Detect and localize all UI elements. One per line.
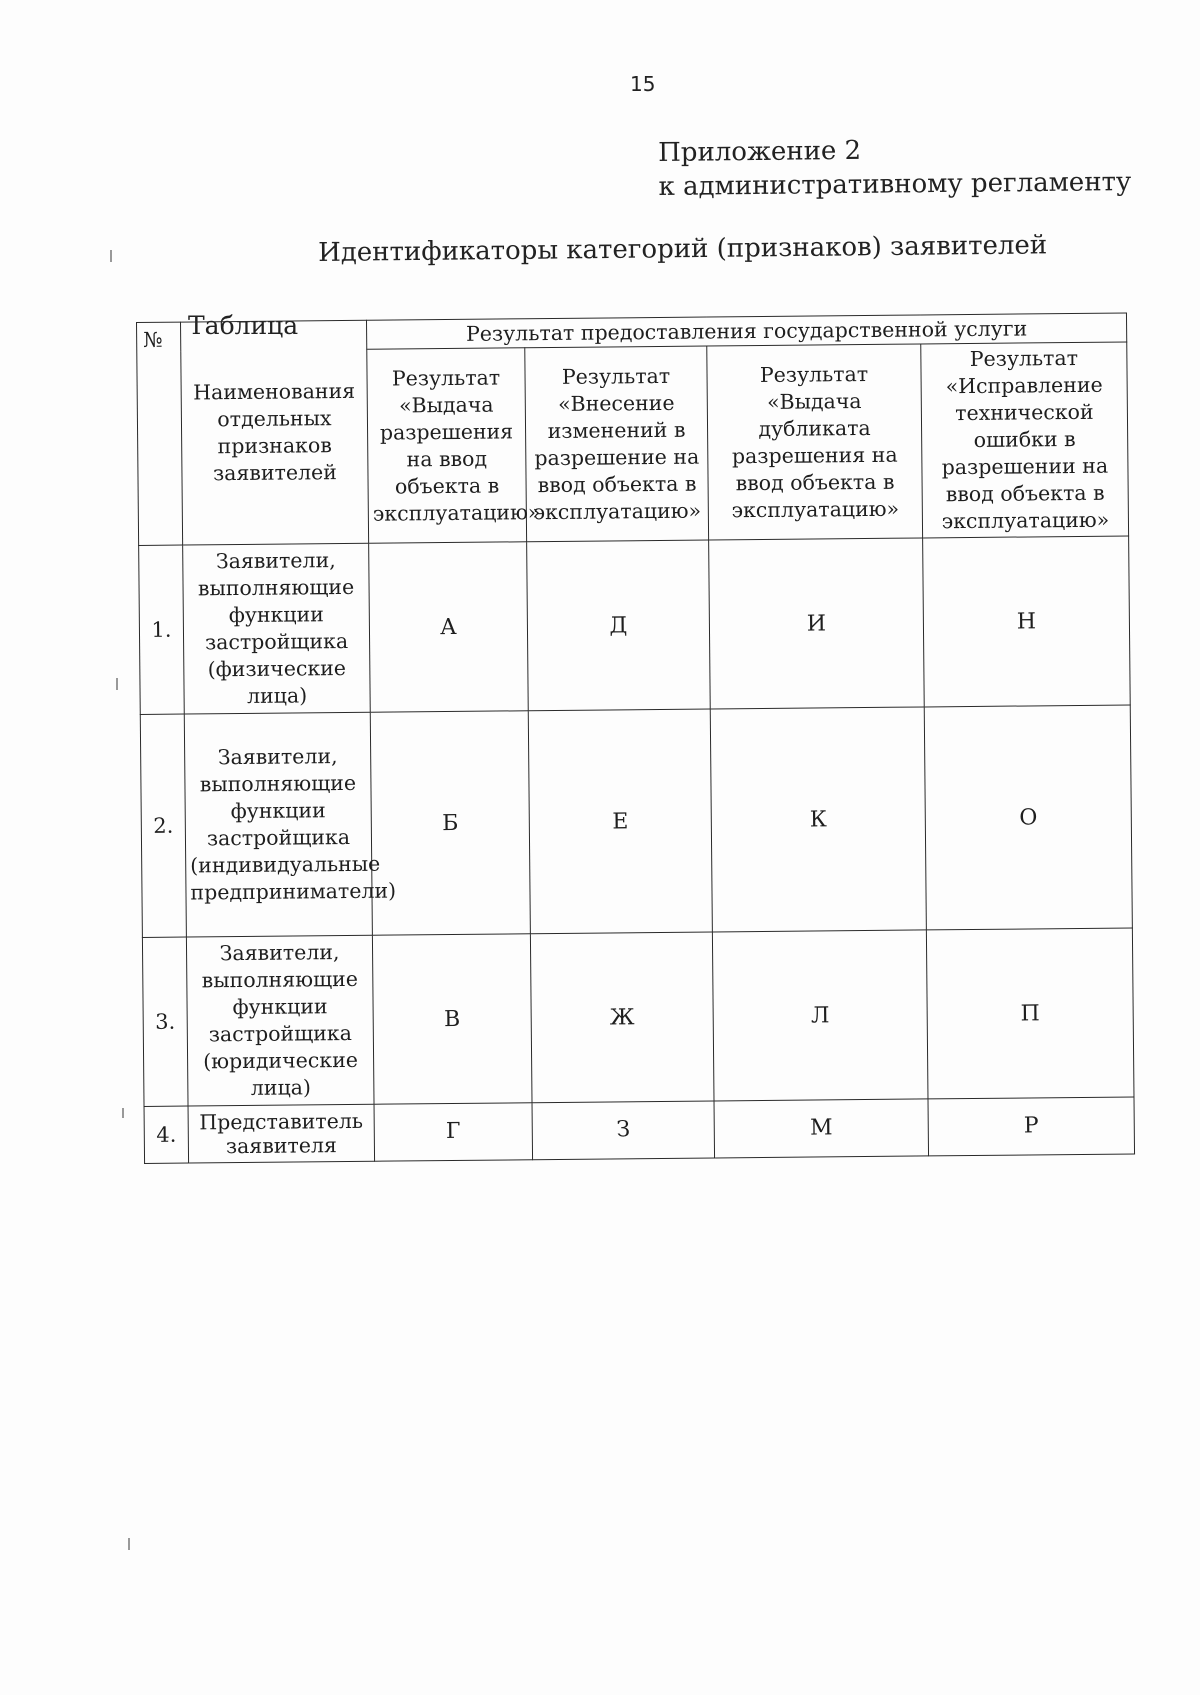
category-code: В: [372, 934, 532, 1105]
table-row: [139, 536, 1131, 714]
appendix-line-1: Приложение 2: [658, 135, 862, 168]
category-code: Р: [928, 1097, 1135, 1156]
category-code: Л: [712, 930, 928, 1101]
category-code: Н: [923, 536, 1131, 707]
category-code: Г: [374, 1103, 533, 1162]
result-header-correction: Результат «Исправление технической ошибки в разрешении на ввод объекта в эксплуатацию»: [921, 342, 1129, 538]
category-code: З: [532, 1101, 715, 1160]
table-row: [144, 1097, 1135, 1164]
category-code: А: [369, 542, 529, 713]
scan-speck: [128, 1538, 130, 1550]
applicant-category: Представитель заявителя: [188, 1104, 375, 1163]
table-row: [140, 705, 1132, 937]
table-container: [136, 312, 1135, 1163]
category-code: П: [926, 928, 1134, 1099]
category-code: О: [924, 705, 1132, 930]
category-code: Б: [370, 711, 530, 936]
row-number: 4.: [144, 1106, 189, 1163]
scan-speck: [116, 678, 118, 690]
table-row: [142, 928, 1134, 1106]
category-code: Е: [528, 709, 712, 934]
appendix-reference: [658, 131, 1131, 204]
document-title: Идентификаторы категорий (признаков) заявителей: [318, 230, 1048, 268]
number-column-header: №: [137, 322, 183, 545]
result-header-duplicate: Результат «Выдача дубликата разрешения на ввод объекта в эксплуатацию»: [707, 344, 923, 540]
applicant-category: Заявители, выполняющие функции застройщика (индивидуальные предприниматели): [184, 712, 372, 937]
page-number: 15: [630, 72, 656, 96]
category-code: Ж: [530, 932, 714, 1103]
result-header-issue: Результат «Выдача разрешения на ввод объекта в эксплуатацию»: [367, 348, 527, 544]
row-number: 1.: [139, 545, 185, 714]
category-code: К: [710, 707, 926, 932]
category-code: Д: [527, 540, 711, 711]
category-code: И: [709, 538, 925, 709]
identifiers-table: [136, 312, 1135, 1163]
result-header-amend: Результат «Внесение изменений в разрешение на ввод объекта в эксплуатацию»: [525, 346, 709, 542]
result-group-header: Результат предоставления государственной услуги: [366, 313, 1126, 349]
appendix-line-2: к административному регламенту: [658, 167, 1132, 202]
scan-speck: [110, 250, 112, 262]
name-column-header: Наименования отдельных признаков заявителей: [181, 320, 369, 545]
applicant-category: Заявители, выполняющие функции застройщика (юридические лица): [186, 935, 374, 1106]
row-number: 3.: [142, 937, 188, 1106]
applicant-category: Заявители, выполняющие функции застройщика (физические лица): [183, 543, 371, 714]
row-number: 2.: [140, 714, 186, 937]
scan-speck: [122, 1108, 124, 1118]
table-label: Таблица: [188, 311, 299, 340]
category-code: М: [714, 1099, 929, 1158]
